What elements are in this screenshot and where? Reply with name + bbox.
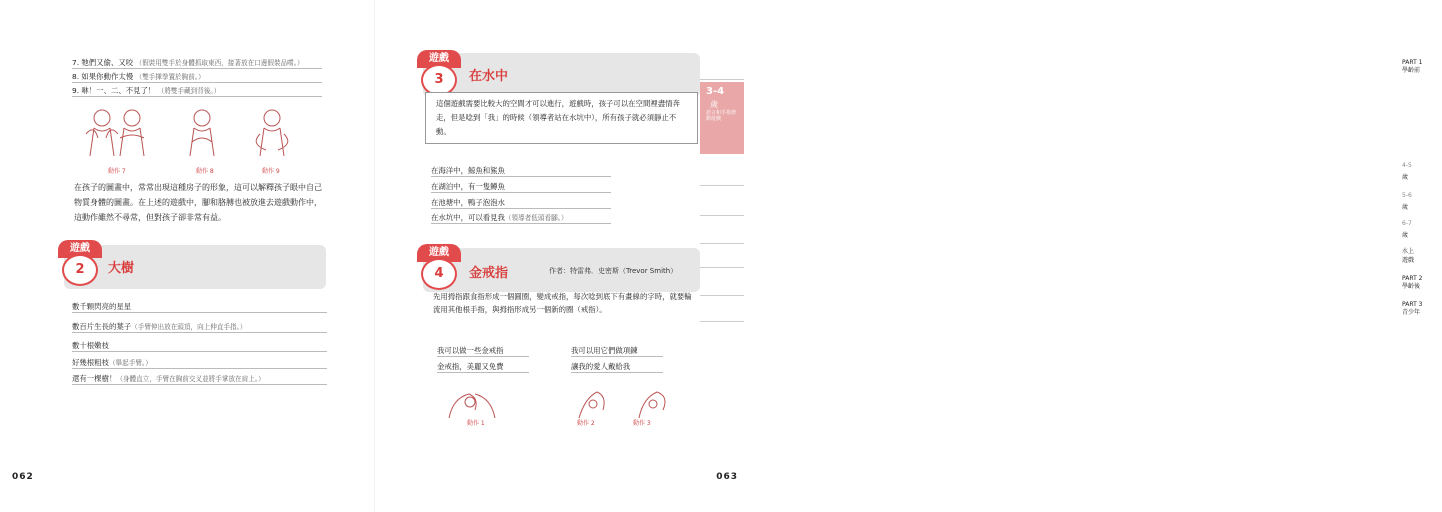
game-label: 遊戲 — [58, 240, 102, 258]
game-badge — [417, 244, 461, 290]
tab-label: 歲 — [1402, 232, 1409, 239]
verse-text: 還有一棵樹！ — [72, 374, 117, 383]
verse-text: 讓我的愛人戴給我 — [571, 362, 631, 371]
author-credit: 作者：特雷弗．史密斯（Trevor Smith） — [549, 267, 678, 275]
verse-line — [431, 182, 611, 193]
sidebar-tab[interactable] — [700, 298, 1423, 322]
sidebar-tab[interactable] — [700, 216, 1412, 244]
verse-line — [437, 362, 529, 373]
tab-part: 4-5 — [1402, 162, 1412, 169]
verse-text: 金戒指，美麗又免費 — [437, 362, 504, 371]
verse-line — [431, 213, 611, 224]
page-number: 063 — [716, 472, 738, 482]
figure-caption: 動作 8 — [196, 168, 214, 175]
tab-label: 學齡後 — [1402, 283, 1421, 290]
sidebar-tab-active[interactable] — [700, 82, 744, 154]
game-number: 2 — [62, 254, 98, 286]
figure-caption: 動作 9 — [262, 168, 280, 175]
verse-text: 在海洋中，鯨魚和鯊魚 — [431, 166, 505, 175]
item-note: （假裝用雙手於身體抓取東西，接著放在口邊假裝品嚐。） — [135, 59, 304, 67]
figure-caption: 動作 2 — [577, 420, 595, 427]
tab-label: 歲 — [710, 100, 718, 109]
verse-text: 我可以做一些金戒指 — [437, 346, 504, 355]
verse-line — [72, 341, 327, 352]
tab-label: 歲 — [1402, 174, 1409, 181]
verse-text: 數十根嫩枝 — [72, 341, 109, 350]
verse-text: 數百片生長的葉子 — [72, 322, 132, 331]
figure-caption: 動作 1 — [467, 420, 485, 427]
verse-note: （舉起手臂。） — [108, 359, 152, 367]
game3-description: 這個遊戲需要比較大的空間才可以進行，遊戲時，孩子可以在空間裡盡情奔走，但是唸到「我」的時候（領導者站在水坑中），所有孩子就必須靜止不動。 — [436, 99, 680, 136]
game-badge — [58, 240, 102, 286]
verse-line — [72, 374, 327, 385]
item-text: 7. 牠們又偷、又咬 — [72, 58, 134, 67]
tab-part: 水上 — [1402, 248, 1415, 255]
verse-text: 數千顆閃亮的星星 — [72, 302, 132, 311]
sidebar-tab[interactable] — [700, 158, 1412, 186]
child-gesture-illustrations — [80, 104, 310, 166]
item-note: （雙手揮拳置於胸前。） — [135, 73, 205, 81]
sidebar-tab[interactable] — [700, 188, 1412, 216]
tab-part: PART 2 — [1402, 275, 1423, 282]
figure-caption: 動作 3 — [633, 420, 651, 427]
game3-description-box — [425, 92, 698, 144]
verse-line — [72, 322, 327, 333]
verse-text: 我可以用它們做項鍊 — [571, 346, 638, 355]
body-paragraph: 在孩子的圖畫中，常常出現這種房子的形象，這可以解釋孩子眼中自己物質身體的圖畫。在上述的遊戲中，腳和胳膊也被放進去遊戲動作中，這動作雖然不尋常，但對孩子卻非常有益。 — [74, 183, 322, 222]
left-page — [0, 0, 375, 512]
game-label: 遊戲 — [417, 50, 461, 68]
game-badge — [417, 50, 461, 96]
tab-label: 青少年 — [1402, 309, 1421, 316]
tab-label: 遊戲 — [1402, 257, 1415, 264]
verse-text: 在池塘中，鴨子泡泡水 — [431, 198, 505, 207]
figure-caption: 動作 7 — [108, 168, 126, 175]
game-label: 遊戲 — [417, 244, 461, 262]
tab-part: 6-7 — [1402, 220, 1412, 227]
game-number: 4 — [421, 258, 457, 290]
tab-part: 3-4 — [706, 86, 725, 97]
sidebar-tab[interactable] — [700, 272, 1423, 296]
verse-line — [437, 346, 529, 357]
verse-note: （手臂伸出放在頭頂，向上伸直手指。） — [131, 323, 247, 331]
game-title: 在水中 — [469, 69, 509, 84]
tab-part: 5-6 — [1402, 192, 1412, 199]
verse-note: （身體直立，手臂在胸前交叉並將手掌放在肩上。） — [116, 375, 265, 383]
verse-text: 在湖泊中，有一隻鱒魚 — [431, 182, 505, 191]
item-note: （將雙手藏到背後。） — [157, 87, 221, 95]
tab-label: 歲 — [1402, 204, 1409, 211]
game-title: 大樹 — [108, 261, 135, 276]
sidebar-tab[interactable] — [700, 244, 1415, 268]
verse-line — [72, 302, 327, 313]
verse-line — [72, 358, 327, 369]
tab-subtitle: 語言和手指律動遊戲 — [706, 110, 737, 122]
game-header-bar — [64, 245, 326, 289]
tab-part: PART 1 — [1402, 59, 1423, 66]
verse-line — [431, 198, 611, 209]
list-item — [72, 86, 322, 97]
verse-line — [571, 362, 663, 373]
list-item — [72, 72, 322, 83]
tab-part: PART 3 — [1402, 301, 1423, 308]
verse-text: 在水坑中，可以看見我 — [431, 213, 505, 222]
game-header-bar — [423, 53, 700, 97]
tab-label: 學齡前 — [1402, 67, 1421, 74]
right-page — [375, 0, 750, 512]
sidebar-tab[interactable] — [700, 56, 1423, 80]
verse-line — [571, 346, 663, 357]
verse-line — [431, 166, 611, 177]
item-text: 8. 如果你動作太慢 — [72, 72, 134, 81]
verse-text: 好幾根粗枝 — [72, 358, 109, 367]
list-item — [72, 58, 322, 69]
page-number: 062 — [12, 472, 34, 482]
item-text: 9. 咻！一、二、不見了！ — [72, 86, 156, 95]
verse-note: （領導者低頭看腳。） — [504, 214, 568, 222]
game-number: 3 — [421, 64, 457, 96]
game-title: 金戒指 — [469, 266, 509, 281]
game4-description: 先用拇指跟食指形成一個圓圈，變成戒指，每次唸到底下有畫線的字時，就要輪流用其他根手指，與拇指形成另一個新的圈（戒指）。 — [433, 292, 692, 314]
